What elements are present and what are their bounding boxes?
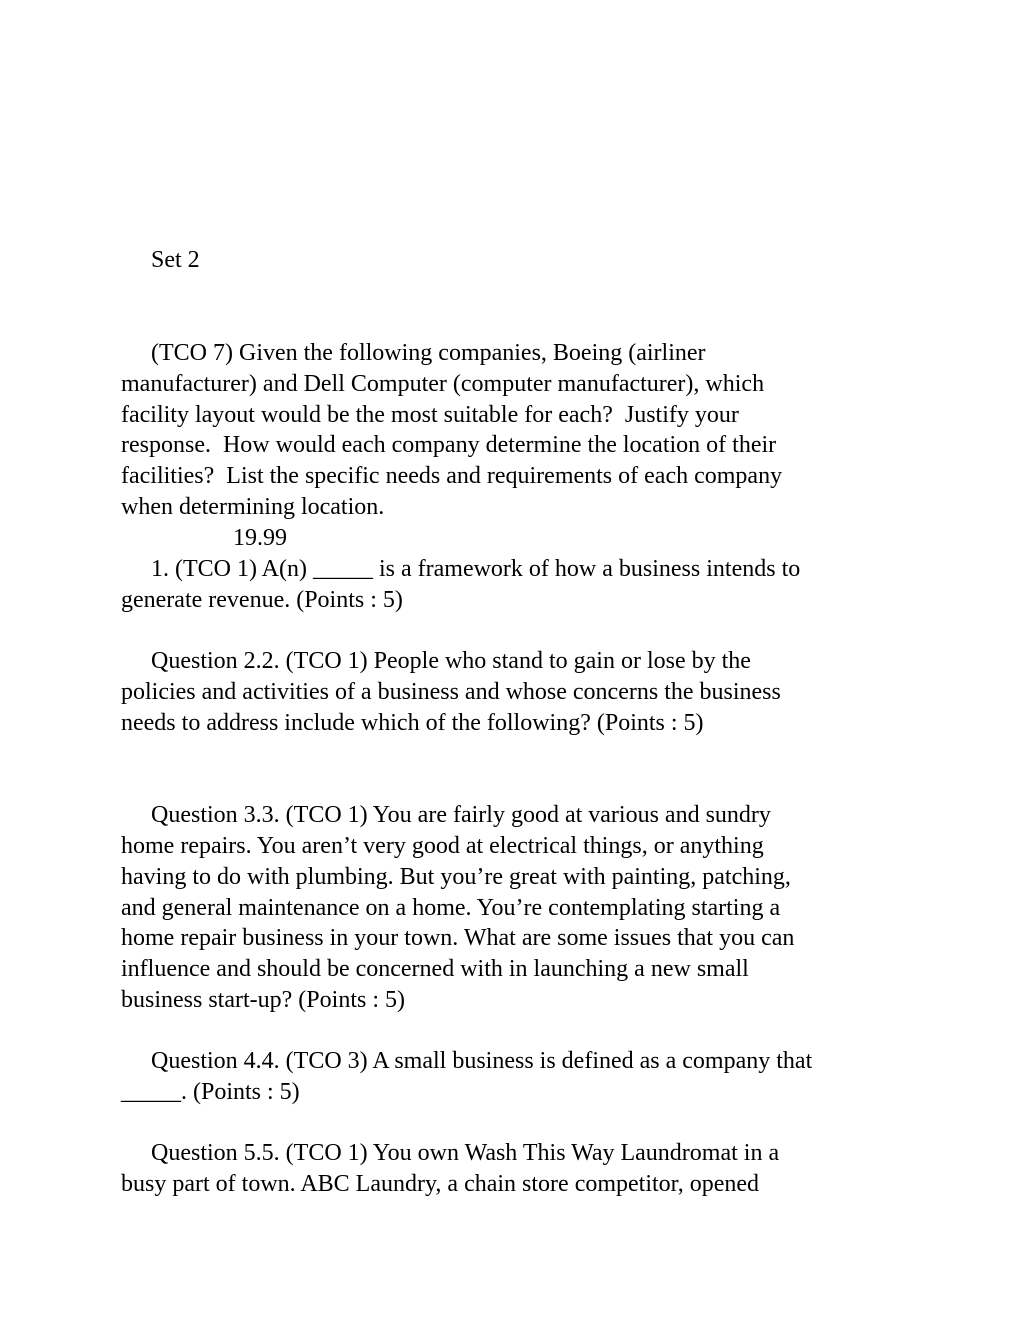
paragraph-line: when determining location.: [121, 494, 385, 520]
question-line: busy part of town. ABC Laundry, a chain store competitor, opened: [121, 1171, 760, 1197]
question-line: home repair business in your town. What are some issues that you can: [121, 925, 795, 951]
question-line: having to do with plumbing. But you’re great with painting, patching,: [121, 864, 791, 890]
paragraph-line: facility layout would be the most suitable for each? Justify your: [121, 402, 739, 428]
question-line: _____. (Points : 5): [121, 1079, 300, 1105]
question-line: policies and activities of a business and whose concerns the business: [121, 679, 781, 705]
question-line: Question 3.3. (TCO 1) You are fairly good at various and sundry: [151, 802, 771, 828]
question-line: Question 4.4. (TCO 3) A small business is defined as a company that: [151, 1048, 813, 1074]
paragraph-line: response. How would each company determine the location of their: [121, 432, 777, 458]
price-value: 19.99: [233, 525, 287, 551]
paragraph-line: facilities? List the specific needs and requirements of each company: [121, 463, 783, 489]
question-line: and general maintenance on a home. You’re contemplating starting a: [121, 895, 781, 921]
question-line: needs to address include which of the following? (Points : 5): [121, 710, 704, 736]
question-line: business start-up? (Points : 5): [121, 987, 405, 1013]
question-line: generate revenue. (Points : 5): [121, 587, 403, 613]
question-line: Question 5.5. (TCO 1) You own Wash This Way Laundromat in a: [151, 1140, 780, 1166]
question-line: Question 2.2. (TCO 1) People who stand to gain or lose by the: [151, 648, 751, 674]
set-heading: Set 2: [151, 247, 200, 273]
paragraph-line: (TCO 7) Given the following companies, Boeing (airliner: [151, 340, 706, 366]
paragraph-line: manufacturer) and Dell Computer (computer manufacturer), which: [121, 371, 765, 397]
question-line: influence and should be concerned with in launching a new small: [121, 956, 749, 982]
question-line: 1. (TCO 1) A(n) _____ is a framework of how a business intends to: [151, 556, 801, 582]
question-line: home repairs. You aren’t very good at electrical things, or anything: [121, 833, 764, 859]
